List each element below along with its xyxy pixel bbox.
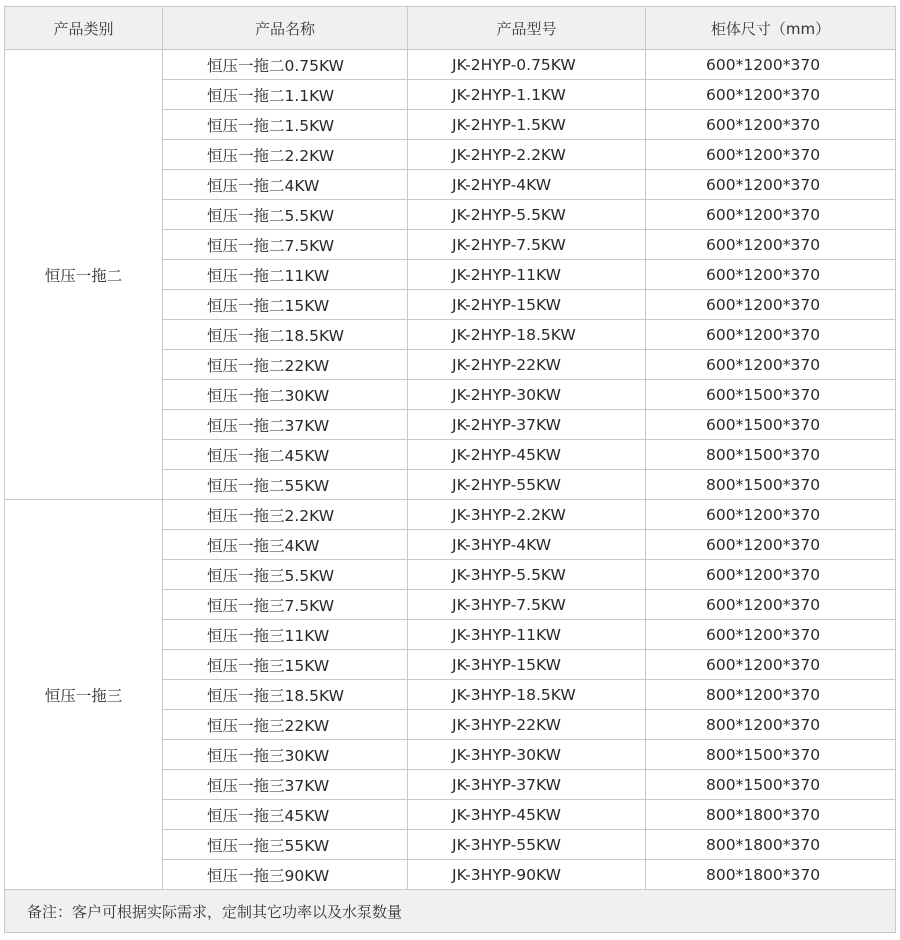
header-cabinet-size: 柜体尺寸（mm） bbox=[646, 7, 896, 50]
product-name-cell: 恒压一拖二45KW bbox=[163, 440, 408, 470]
product-model-cell: JK-2HYP-1.1KW bbox=[408, 80, 646, 110]
table-row bbox=[5, 500, 896, 530]
product-name-cell: 恒压一拖三45KW bbox=[163, 800, 408, 830]
cabinet-size-cell: 600*1200*370 bbox=[646, 500, 896, 530]
product-name-cell: 恒压一拖二18.5KW bbox=[163, 320, 408, 350]
product-name-cell: 恒压一拖二11KW bbox=[163, 260, 408, 290]
cabinet-size-cell: 800*1200*370 bbox=[646, 710, 896, 740]
cabinet-size-cell: 800*1200*370 bbox=[646, 680, 896, 710]
product-name-cell: 恒压一拖二30KW bbox=[163, 380, 408, 410]
cabinet-size-cell: 800*1500*370 bbox=[646, 470, 896, 500]
product-name-cell: 恒压一拖三55KW bbox=[163, 830, 408, 860]
table-row bbox=[5, 50, 896, 80]
product-model-cell: JK-2HYP-5.5KW bbox=[408, 200, 646, 230]
cabinet-size-cell: 800*1800*370 bbox=[646, 830, 896, 860]
product-model-cell: JK-2HYP-0.75KW bbox=[408, 50, 646, 80]
cabinet-size-cell: 600*1500*370 bbox=[646, 380, 896, 410]
product-name-cell: 恒压一拖二5.5KW bbox=[163, 200, 408, 230]
table-body bbox=[5, 50, 896, 890]
cabinet-size-cell: 600*1200*370 bbox=[646, 200, 896, 230]
product-name-cell: 恒压一拖三15KW bbox=[163, 650, 408, 680]
table-footer bbox=[5, 890, 896, 933]
product-spec-table bbox=[4, 6, 896, 933]
category-cell: 恒压一拖二 bbox=[5, 50, 163, 500]
product-model-cell: JK-2HYP-45KW bbox=[408, 440, 646, 470]
cabinet-size-cell: 600*1200*370 bbox=[646, 170, 896, 200]
product-name-cell: 恒压一拖三2.2KW bbox=[163, 500, 408, 530]
cabinet-size-cell: 600*1200*370 bbox=[646, 350, 896, 380]
product-name-cell: 恒压一拖二15KW bbox=[163, 290, 408, 320]
product-name-cell: 恒压一拖二7.5KW bbox=[163, 230, 408, 260]
product-model-cell: JK-3HYP-15KW bbox=[408, 650, 646, 680]
product-model-cell: JK-2HYP-7.5KW bbox=[408, 230, 646, 260]
cabinet-size-cell: 600*1200*370 bbox=[646, 110, 896, 140]
cabinet-size-cell: 600*1200*370 bbox=[646, 650, 896, 680]
product-name-cell: 恒压一拖二22KW bbox=[163, 350, 408, 380]
product-model-cell: JK-3HYP-7.5KW bbox=[408, 590, 646, 620]
table-header bbox=[5, 7, 896, 50]
cabinet-size-cell: 600*1200*370 bbox=[646, 620, 896, 650]
cabinet-size-cell: 600*1200*370 bbox=[646, 320, 896, 350]
product-name-cell: 恒压一拖三30KW bbox=[163, 740, 408, 770]
cabinet-size-cell: 600*1200*370 bbox=[646, 50, 896, 80]
cabinet-size-cell: 600*1200*370 bbox=[646, 560, 896, 590]
product-model-cell: JK-2HYP-11KW bbox=[408, 260, 646, 290]
product-model-cell: JK-2HYP-37KW bbox=[408, 410, 646, 440]
header-category: 产品类别 bbox=[5, 7, 163, 50]
product-model-cell: JK-2HYP-1.5KW bbox=[408, 110, 646, 140]
product-model-cell: JK-3HYP-2.2KW bbox=[408, 500, 646, 530]
cabinet-size-cell: 800*1800*370 bbox=[646, 800, 896, 830]
cabinet-size-cell: 600*1200*370 bbox=[646, 590, 896, 620]
header-product-model: 产品型号 bbox=[408, 7, 646, 50]
product-name-cell: 恒压一拖二2.2KW bbox=[163, 140, 408, 170]
product-name-cell: 恒压一拖三4KW bbox=[163, 530, 408, 560]
cabinet-size-cell: 800*1800*370 bbox=[646, 860, 896, 890]
product-model-cell: JK-2HYP-2.2KW bbox=[408, 140, 646, 170]
product-name-cell: 恒压一拖二1.5KW bbox=[163, 110, 408, 140]
product-name-cell: 恒压一拖二0.75KW bbox=[163, 50, 408, 80]
header-product-name: 产品名称 bbox=[163, 7, 408, 50]
product-name-cell: 恒压一拖二55KW bbox=[163, 470, 408, 500]
product-model-cell: JK-2HYP-18.5KW bbox=[408, 320, 646, 350]
cabinet-size-cell: 600*1200*370 bbox=[646, 290, 896, 320]
cabinet-size-cell: 600*1200*370 bbox=[646, 80, 896, 110]
cabinet-size-cell: 800*1500*370 bbox=[646, 440, 896, 470]
product-model-cell: JK-2HYP-22KW bbox=[408, 350, 646, 380]
product-name-cell: 恒压一拖三5.5KW bbox=[163, 560, 408, 590]
header-row bbox=[5, 7, 896, 50]
product-model-cell: JK-3HYP-30KW bbox=[408, 740, 646, 770]
product-model-cell: JK-2HYP-30KW bbox=[408, 380, 646, 410]
cabinet-size-cell: 600*1500*370 bbox=[646, 410, 896, 440]
product-model-cell: JK-3HYP-11KW bbox=[408, 620, 646, 650]
product-model-cell: JK-2HYP-15KW bbox=[408, 290, 646, 320]
product-name-cell: 恒压一拖三22KW bbox=[163, 710, 408, 740]
product-model-cell: JK-3HYP-90KW bbox=[408, 860, 646, 890]
product-model-cell: JK-3HYP-4KW bbox=[408, 530, 646, 560]
cabinet-size-cell: 600*1200*370 bbox=[646, 230, 896, 260]
product-model-cell: JK-2HYP-4KW bbox=[408, 170, 646, 200]
product-name-cell: 恒压一拖二4KW bbox=[163, 170, 408, 200]
product-model-cell: JK-2HYP-55KW bbox=[408, 470, 646, 500]
product-name-cell: 恒压一拖三18.5KW bbox=[163, 680, 408, 710]
product-model-cell: JK-3HYP-18.5KW bbox=[408, 680, 646, 710]
product-name-cell: 恒压一拖二37KW bbox=[163, 410, 408, 440]
spec-table-container bbox=[4, 6, 895, 933]
product-model-cell: JK-3HYP-22KW bbox=[408, 710, 646, 740]
product-name-cell: 恒压一拖三11KW bbox=[163, 620, 408, 650]
category-cell: 恒压一拖三 bbox=[5, 500, 163, 890]
note-row bbox=[5, 890, 896, 933]
product-model-cell: JK-3HYP-45KW bbox=[408, 800, 646, 830]
product-name-cell: 恒压一拖二1.1KW bbox=[163, 80, 408, 110]
cabinet-size-cell: 600*1200*370 bbox=[646, 260, 896, 290]
product-model-cell: JK-3HYP-55KW bbox=[408, 830, 646, 860]
product-name-cell: 恒压一拖三37KW bbox=[163, 770, 408, 800]
cabinet-size-cell: 600*1200*370 bbox=[646, 140, 896, 170]
cabinet-size-cell: 800*1500*370 bbox=[646, 740, 896, 770]
note-text: 备注：客户可根据实际需求，定制其它功率以及水泵数量 bbox=[5, 890, 896, 933]
product-model-cell: JK-3HYP-5.5KW bbox=[408, 560, 646, 590]
cabinet-size-cell: 600*1200*370 bbox=[646, 530, 896, 560]
product-model-cell: JK-3HYP-37KW bbox=[408, 770, 646, 800]
product-name-cell: 恒压一拖三90KW bbox=[163, 860, 408, 890]
product-name-cell: 恒压一拖三7.5KW bbox=[163, 590, 408, 620]
cabinet-size-cell: 800*1500*370 bbox=[646, 770, 896, 800]
